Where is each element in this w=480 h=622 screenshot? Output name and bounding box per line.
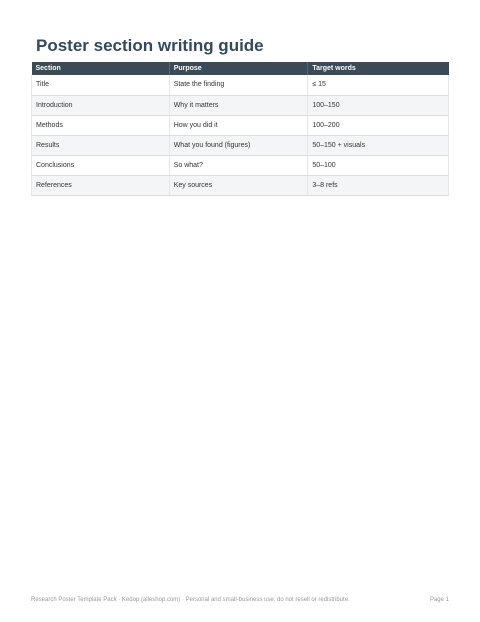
page-footer: [31, 597, 449, 603]
table-row: [32, 135, 449, 155]
table-cell-purpose: So what?: [169, 155, 308, 175]
column-header-purpose: Purpose: [169, 62, 308, 75]
table-cell-target-words: 3–8 refs: [308, 175, 449, 195]
writing-guide-table: [31, 62, 449, 196]
table-cell-purpose: What you found (figures): [169, 135, 308, 155]
table-cell-purpose: Why it matters: [169, 95, 308, 115]
column-header-target-words: Target words: [308, 62, 449, 75]
table-cell-target-words: 50–100: [308, 155, 449, 175]
table-cell-target-words: 100–200: [308, 115, 449, 135]
footer-credit: Research Poster Template Pack · Kedop (alleshop.com) · Personal and small-business use; do not resell or redistribute.: [31, 597, 350, 603]
table-cell-target-words: ≤ 15: [308, 75, 449, 95]
table-cell-section: Title: [32, 75, 170, 95]
page-title: Poster section writing guide: [36, 36, 264, 55]
table-cell-purpose: Key sources: [169, 175, 308, 195]
page-number: Page 1: [429, 597, 449, 603]
table-cell-target-words: 50–150 + visuals: [308, 135, 449, 155]
table-cell-purpose: State the finding: [169, 75, 308, 95]
table-cell-section: Methods: [32, 115, 170, 135]
column-header-section: Section: [32, 62, 170, 75]
table-cell-section: Conclusions: [32, 155, 170, 175]
table-cell-section: Introduction: [32, 95, 170, 115]
table-row: [32, 95, 449, 115]
table-row: [32, 155, 449, 175]
table-row: [32, 75, 449, 95]
table-cell-target-words: 100–150: [308, 95, 449, 115]
table-header-row: [32, 62, 449, 75]
table-cell-purpose: How you did it: [169, 115, 308, 135]
table-row: [32, 175, 449, 195]
table-row: [32, 115, 449, 135]
table-cell-section: References: [32, 175, 170, 195]
table-cell-section: Results: [32, 135, 170, 155]
